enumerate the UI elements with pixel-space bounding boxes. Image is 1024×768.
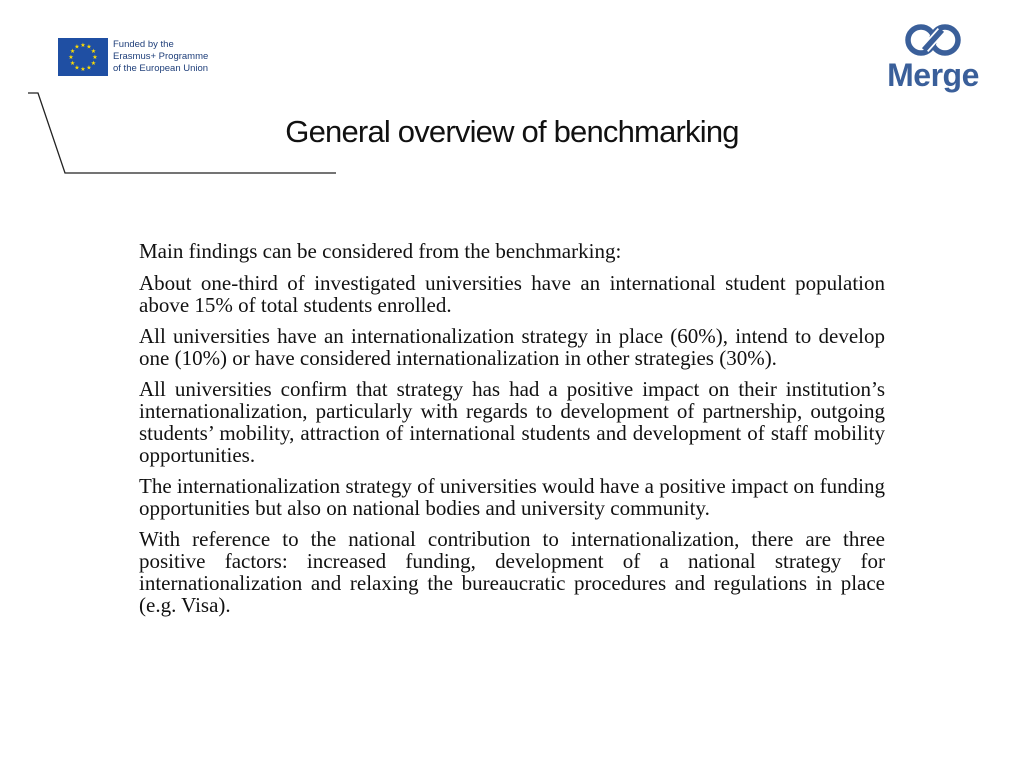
finding-paragraph: All universities have an internationalization strategy in place (60%), intend to develop one (10%) or have considered internationalization in other strategies (30%). (139, 324, 885, 370)
svg-text:★: ★ (80, 66, 86, 73)
finding-paragraph: About one-third of investigated universities have an international student population above 15% of total students enrolled. (139, 271, 885, 317)
svg-text:★: ★ (92, 54, 98, 61)
slide-body (139, 240, 885, 625)
finding-paragraph: The internationalization strategy of universities would have a positive impact on funding opportunities but also on national bodies and university community. (139, 474, 885, 520)
svg-text:★: ★ (69, 60, 76, 67)
svg-text:★: ★ (74, 64, 80, 72)
svg-text:★: ★ (90, 48, 97, 55)
merge-logo (880, 22, 986, 92)
intro-text: Main findings can be considered from the benchmarking: (139, 239, 622, 263)
svg-text:★: ★ (74, 43, 80, 51)
eu-funding-line: of the European Union (113, 63, 209, 74)
slide-title: General overview of benchmarking (285, 114, 739, 149)
svg-text:★: ★ (90, 60, 97, 67)
svg-text:★: ★ (80, 42, 86, 49)
eu-funding-badge (58, 38, 208, 76)
finding-paragraph: With reference to the national contribution to internationalization, there are three positive factors: increased funding, development of a national strategy for internationalization and relaxing the bureaucratic procedures and regulations in place (e.g. Visa). (139, 527, 885, 617)
svg-text:★: ★ (68, 54, 74, 61)
infinity-loop-icon (903, 22, 963, 58)
merge-wordmark: Merge (887, 57, 979, 93)
svg-text:★: ★ (86, 64, 92, 72)
svg-text:★: ★ (69, 48, 76, 55)
eu-funding-line: Funded by the (113, 39, 174, 50)
finding-paragraph: All universities confirm that strategy has had a positive impact on their institution’s internationalization, particularly with regards to development of partnership, outgoing students’ mobility, attraction of international students and development of staff mobility opportunities. (139, 377, 885, 467)
svg-text:★: ★ (86, 43, 92, 51)
eu-flag-icon (58, 38, 108, 76)
eu-funding-line: Erasmus+ Programme (113, 51, 209, 62)
eu-funding-text (113, 38, 208, 75)
